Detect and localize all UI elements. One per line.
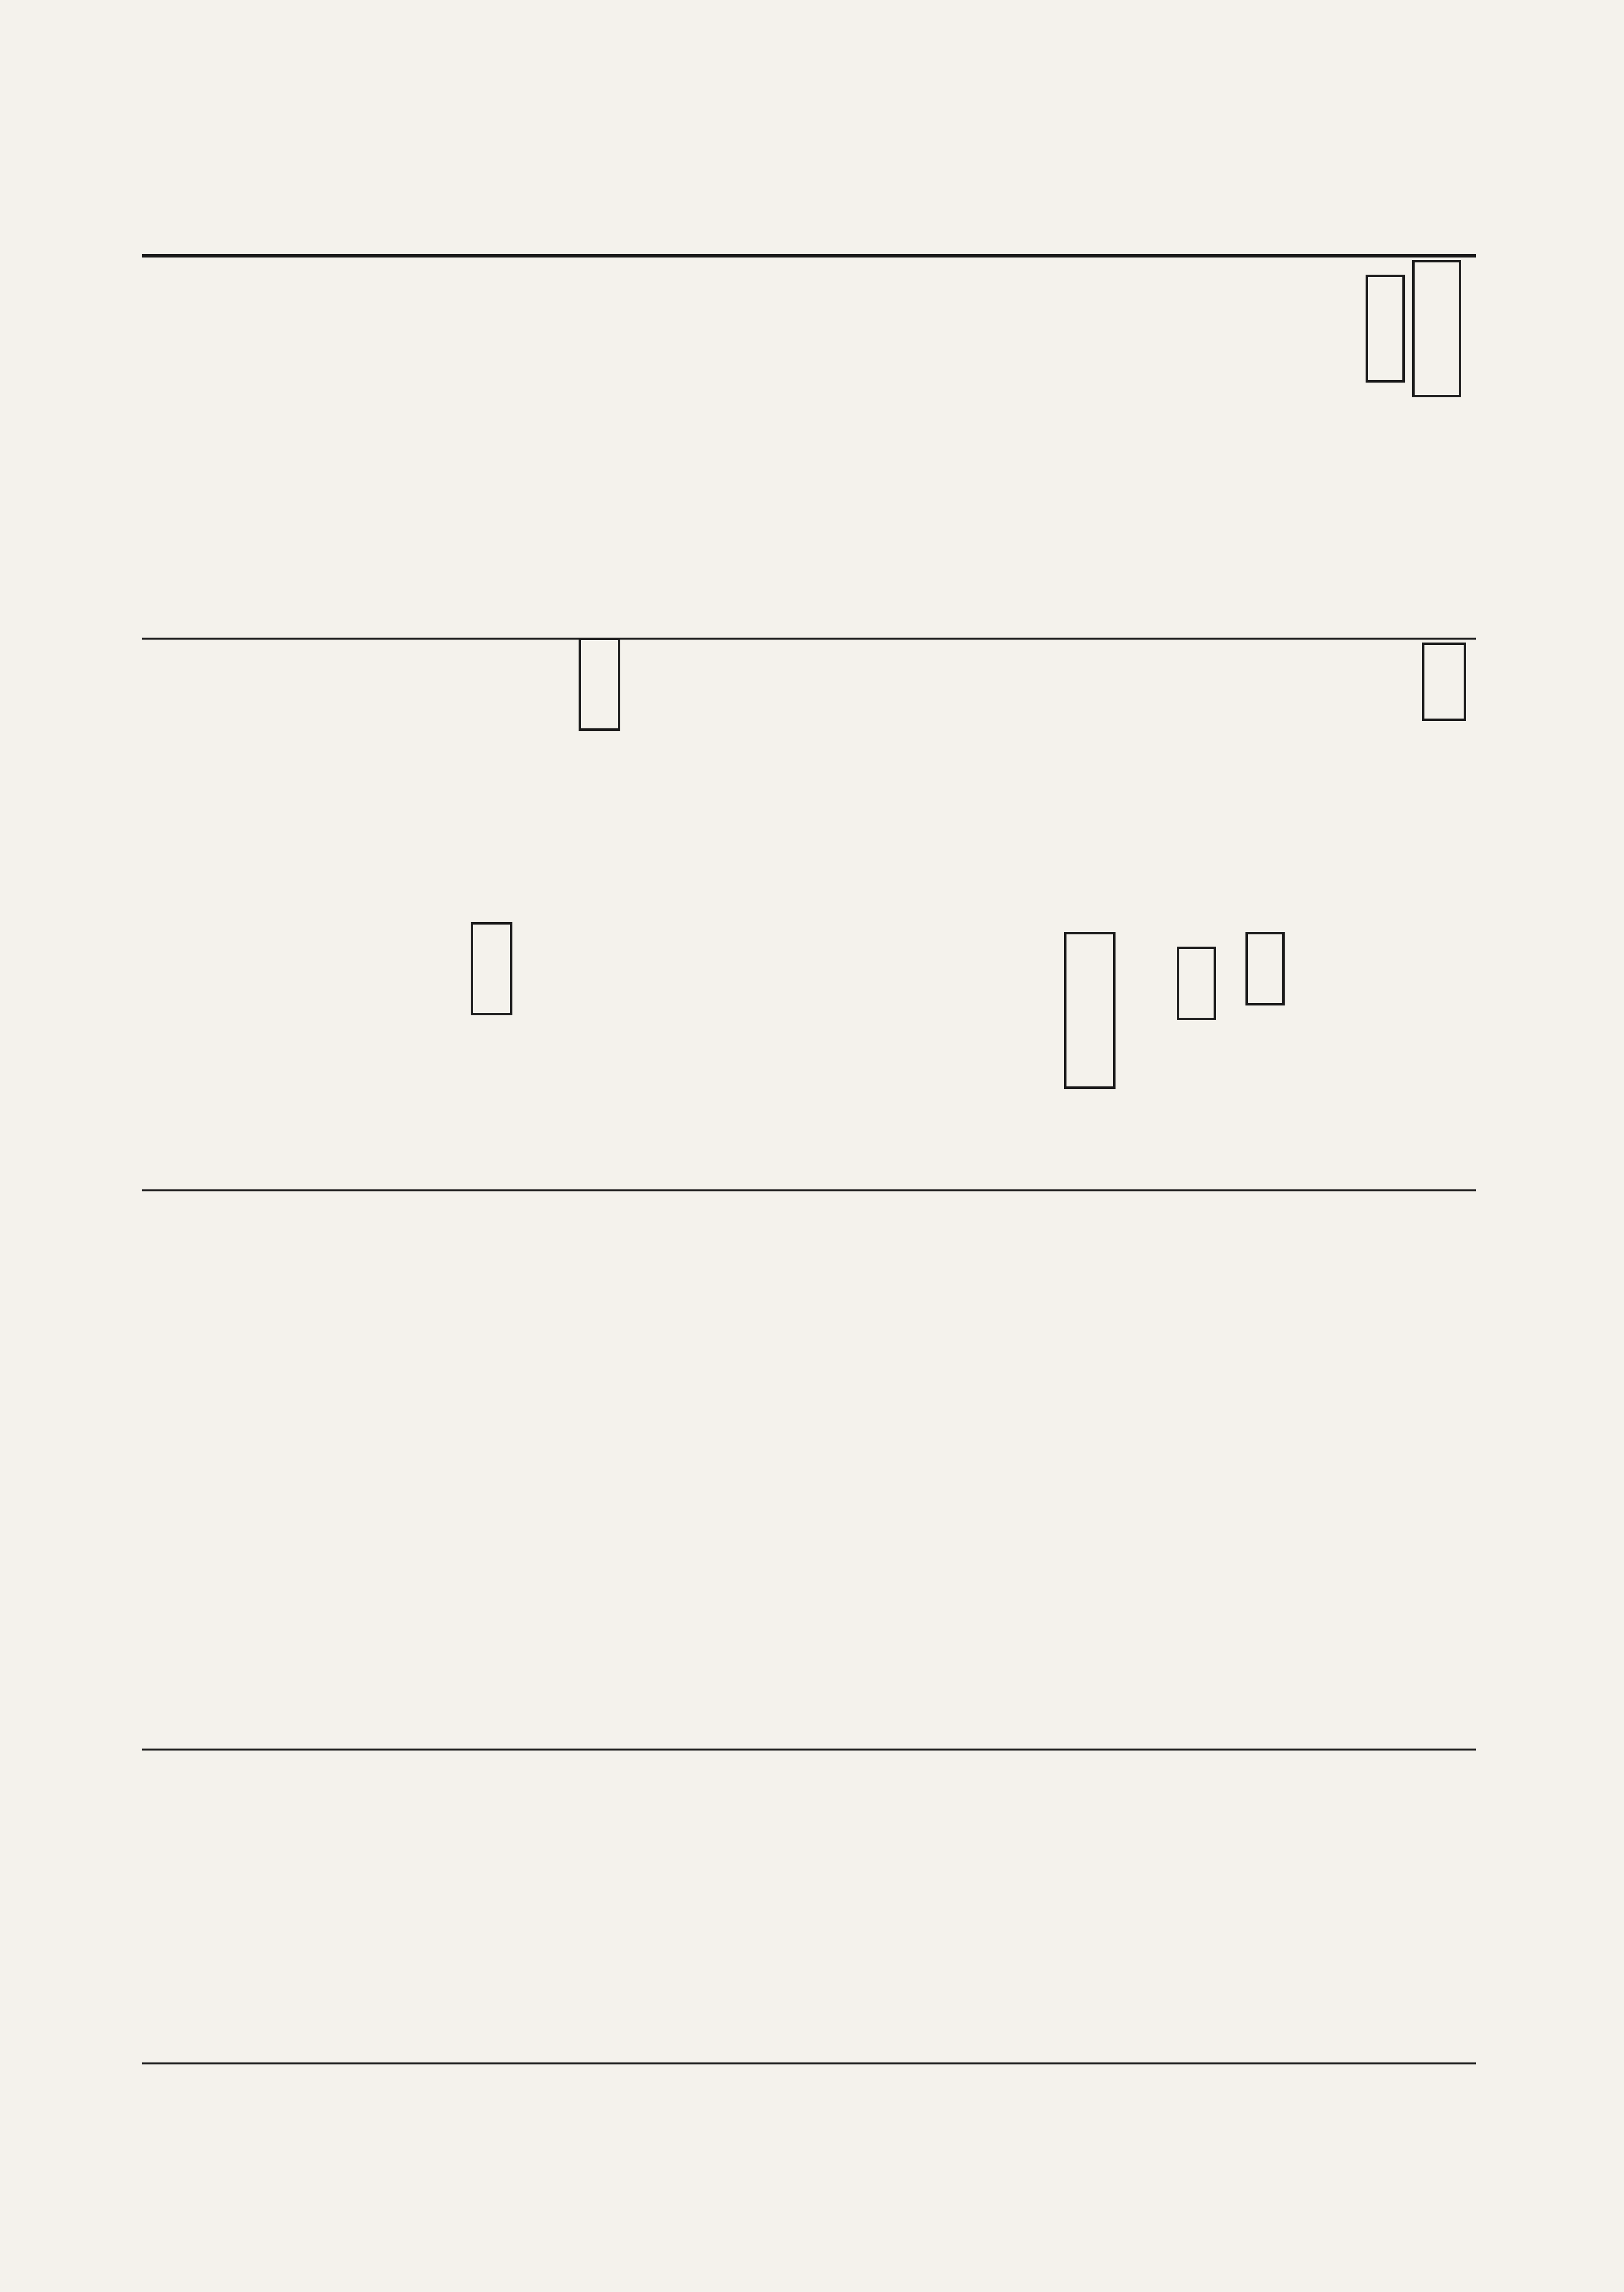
spain-train-body-2 [706,2070,834,2286]
rail-tag [1366,275,1405,383]
jiujiang-body [1216,647,1412,922]
band-rule-3 [142,1749,1476,1751]
death-penalty-body [515,2070,637,2286]
spain-train-body [299,1756,348,2060]
india-body-2 [147,2070,255,2286]
rail-body [993,260,1214,633]
xuzhou-tag [471,922,512,1015]
masthead [194,216,1464,250]
german-law-body-2 [706,1614,951,1746]
intl-main-body [696,647,902,1187]
band-rule-4 [142,2062,1476,2064]
polar-body [1098,2070,1231,2286]
intl-main-body-3 [1167,1197,1446,1746]
band-rule-1 [142,638,1476,640]
epidemic-body [780,260,873,633]
japan-gold-body [1025,1197,1152,1746]
section-intl-head [1064,932,1116,1089]
india-body [147,1197,539,1422]
german-law-subhead [838,1413,878,1609]
zhenjiang-body [431,643,569,917]
flight-body [147,1756,230,2060]
intl-main-body-2 [956,647,1147,902]
germany-debt-body [324,2070,446,2286]
denmark-body [623,1756,765,2060]
zhenjiang-body-2 [515,922,691,1187]
rail-body-lower [1226,495,1407,633]
zhenjiang-tag [579,638,620,731]
band-rule-2 [142,1189,1476,1191]
german-law-body [706,1197,951,1393]
british-mine-body [843,1756,1079,2060]
europe-summer-body [618,1197,701,1746]
persia-body [1432,2070,1471,2286]
section-local-head [1412,260,1461,397]
intl-main-subhead [922,922,956,1182]
europe-summer-body-2 [147,1432,539,1746]
shanghai-tag [1177,947,1216,1020]
british-vote-body [1299,2070,1363,2286]
philippines-body [902,2070,1030,2286]
masthead-rule [142,254,1476,258]
jiujiang-body-2 [1348,932,1446,1187]
liaoning-tag [1245,932,1285,1005]
xuzhou-body [147,652,427,1187]
jiujiang-tag [1422,643,1466,721]
japan-china-body [1162,1756,1446,2060]
hoover-body [422,1756,544,2060]
